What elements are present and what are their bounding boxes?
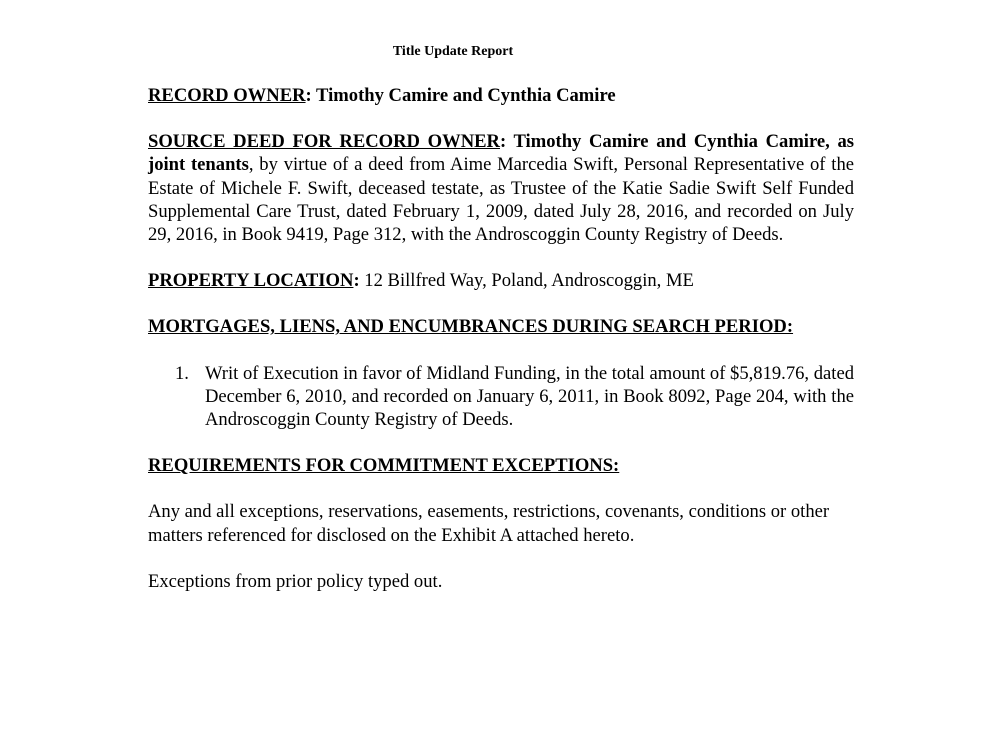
list-item xyxy=(148,362,854,432)
source-deed-paragraph xyxy=(148,130,854,246)
source-deed-label: SOURCE DEED FOR RECORD OWNER xyxy=(148,131,500,153)
document-body xyxy=(148,84,854,593)
record-owner-label: RECORD OWNER xyxy=(148,85,306,106)
property-location-line xyxy=(148,269,854,292)
mortgages-heading: MORTGAGES, LIENS, AND ENCUMBRANCES DURING SEARCH PERIOD: xyxy=(148,316,794,338)
source-deed-text: , by virtue of a deed from Aime Marcedia Swift, Personal Representative of the Estate of Michele F. Swift, deceased testate, as Trustee of the Katie Sadie Swift Self Funded Supplemental Care Trust, dated February 1, 2009, dated July 28, 2016, and recorded on July 29, 2016, in Book 9419, Page 312, with the Androscoggin County Registry of Deeds. xyxy=(148,154,855,246)
document-title: Title Update Report xyxy=(392,44,514,59)
record-owner-line xyxy=(148,84,854,107)
record-owner-value: : Timothy Camire and Cynthia Camire xyxy=(305,85,616,106)
list-item-text: Writ of Execution in favor of Midland Funding, in the total amount of $5,819.76, dated December 6, 2010, and recorded on January 6, 2011, in Book 8092, Page 204, with the Androscoggin County Registry of Deeds. xyxy=(205,362,854,431)
source-deed-owners: : Timothy Camire and Cynthia Camire, as joint tenants xyxy=(148,131,854,176)
property-location-colon: : xyxy=(353,270,360,292)
property-location-label: PROPERTY LOCATION xyxy=(148,270,354,292)
property-location-value: 12 Billfred Way, Poland, Androscoggin, ME xyxy=(359,270,694,292)
list-item-number: 1. xyxy=(175,362,189,384)
requirements-paragraph: Any and all exceptions, reservations, easements, restrictions, covenants, conditions or other matters referenced for disclosed on the Exhibit A attached hereto. xyxy=(148,501,830,546)
requirements-heading: REQUIREMENTS FOR COMMITMENT EXCEPTIONS: xyxy=(148,455,620,477)
prior-policy-paragraph: Exceptions from prior policy typed out. xyxy=(148,570,443,592)
